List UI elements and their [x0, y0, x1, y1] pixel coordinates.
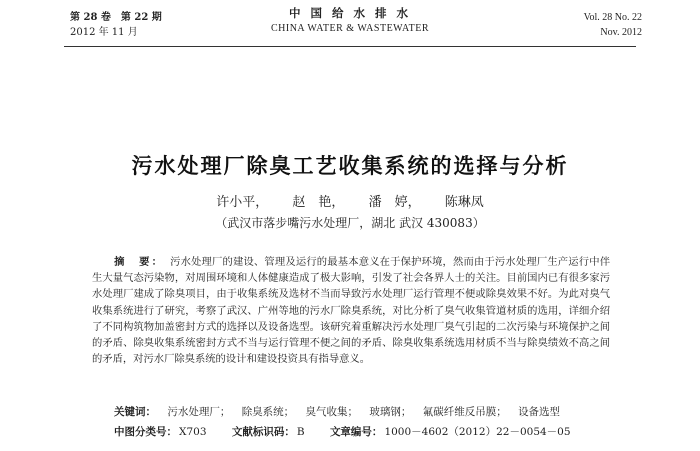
author-list — [0, 191, 700, 210]
header-right — [584, 10, 642, 40]
date-en: Nov. 2012 — [600, 27, 642, 38]
clc-group — [114, 426, 207, 438]
clc-value: X703 — [179, 426, 207, 438]
keywords — [114, 404, 560, 419]
author-name: 陈琳凤 — [444, 195, 484, 210]
article-no-label: 文章编号： — [329, 426, 383, 438]
keyword: 氟碳纤维反吊膜； — [422, 406, 507, 418]
keyword: 臭气收集； — [305, 406, 359, 418]
paper-title: 污水处理厂除臭工艺收集系统的选择与分析 — [131, 153, 569, 178]
date-cn: 2012 年 11 月 — [70, 27, 138, 38]
doc-code-value: B — [296, 426, 305, 438]
abstract — [92, 254, 610, 367]
keyword: 玻璃钢； — [369, 406, 412, 418]
keyword: 污水处理厂； — [167, 406, 231, 418]
header-left — [70, 10, 162, 40]
author-name: 赵 艳， — [292, 195, 345, 210]
classification-line — [114, 424, 593, 439]
doc-code-group — [232, 426, 305, 438]
header-rule — [64, 46, 636, 47]
keywords-label: 关键词： — [114, 406, 156, 418]
abstract-text: 污水处理厂的建设、管理及运行的最基本意义在于保护环境，然而由于污水处理厂生产运行中伴生大量气态污染物，对周围环境和人体健康造成了极大影响，引发了社会各界人士的关注。目前国内已有很多家污水处理厂建成了除臭项目，由于收集系统及选材不当而导致污水处理厂运行管理不便或除臭效果不好。为此对臭气收集系统进行了研究，考察了武汉、广州等地的污水厂除臭系统，对比分析了臭气收集管道材质的选用，详细介绍了不同构筑物加盖密封方式的选择以及设备选型。该研究着重解决污水处理厂臭气引起的二次污染与环境保护之间的矛盾、除臭收集系统密封方式不当与运行管理不便之间的矛盾、除臭收集系统选用材质不当与除臭绩效不高之间的矛盾，对污水厂除臭系统的设计和建设投资具有指导意义。 — [92, 256, 611, 366]
article-no-group — [330, 426, 571, 438]
author-name: 许小平， — [216, 195, 269, 210]
author-name: 潘 婷， — [368, 195, 421, 210]
journal-name-en: CHINA WATER & WASTEWATER — [270, 23, 430, 34]
clc-label: 中图分类号： — [114, 426, 177, 438]
journal-name-cn: 中 国 给 水 排 水 — [288, 6, 412, 20]
volume-issue-en: Vol. 28 No. 22 — [583, 12, 642, 23]
keyword: 设备选型 — [518, 406, 561, 418]
abstract-label: 摘 要： — [114, 256, 165, 268]
affiliation: （武汉市落步嘴污水处理厂，湖北 武汉 430083） — [215, 216, 485, 230]
header-center — [200, 6, 500, 36]
keyword: 除臭系统； — [241, 406, 295, 418]
volume-issue-cn: 第 28 卷 第 22 期 — [70, 12, 162, 23]
doc-code-label: 文献标识码： — [231, 426, 295, 438]
article-no-value: 1000－4602（2012）22－0054－05 — [384, 426, 571, 438]
